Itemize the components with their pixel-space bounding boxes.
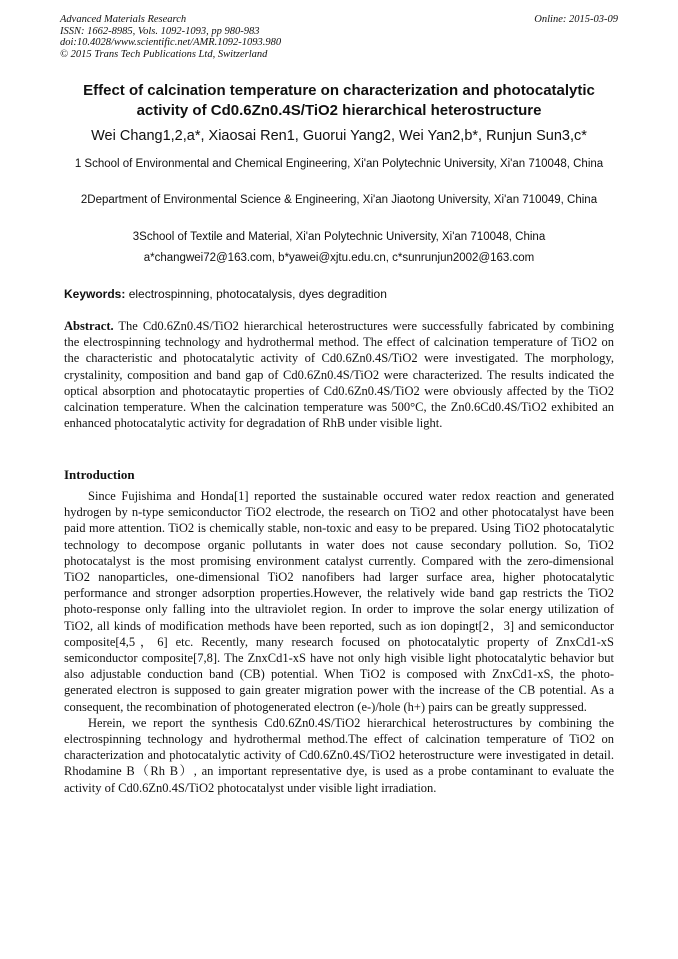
author-list: Wei Chang1,2,a*, Xiaosai Ren1, Guorui Yang2, Wei Yan2,b*, Runjun Sun3,c* xyxy=(91,128,587,144)
title-line-1: Effect of calcination temperature on characterization and photocatalytic xyxy=(83,82,595,99)
page-header xyxy=(60,14,618,60)
abstract xyxy=(64,318,614,431)
paper-title xyxy=(40,81,638,121)
author-emails: a*changwei72@163.com, b*yawei@xjtu.edu.cn, c*sunrunjun2002@163.com xyxy=(143,252,535,264)
journal-name: Advanced Materials Research xyxy=(60,14,187,25)
abstract-text: The Cd0.6Zn0.4S/TiO2 hierarchical heterostructures were successfully fabricated by combining the electrospinning technology and hydrothermal method. The effect of calcination temperature of TiO2 on the characteristic and photocatalytic activity of Cd0.6Zn0.4S/TiO2 were investigated. The morphology, crystalinity, composition and band gap of Cd0.6Zn0.4S/TiO2 were characterized. The results indicated the optical absorption and photocataytic properties of Cd0.6Zn0.4S/TiO2 were obviously affected by the TiO2 calcination temperature. When the calcination temperature was 500°C, the Zn0.6Cd0.4S/TiO2 exhibited an enhanced photocatalytic activity for degradation of RhB under visible light. xyxy=(64,319,614,431)
affiliation-1: 1 School of Environmental and Chemical Engineering, Xi'an Polytechnic University, Xi'an 710048, China xyxy=(74,158,604,170)
introduction-heading: Introduction xyxy=(64,467,135,482)
keywords-text: electrospinning, photocatalysis, dyes degradition xyxy=(128,287,387,301)
keywords-label: Keywords: xyxy=(64,287,126,301)
online-date: Online: 2015-03-09 xyxy=(534,14,618,25)
paragraph-1: Since Fujishima and Honda[1] reported the sustainable occured water redox reaction and generated hydrogen by n-type semiconductor TiO2 electrode, the research on TiO2 and other photocatalyst have been paid more attention. TiO2 is chemically stable, non-toxic and easy to be prepared. Using TiO2 photocatalytic technology to decompose organic pollutants in water does not cause secondary pollution. So, TiO2 photocatalyst is the most promising environment catalyst currently. Compared with the zero-dimensional TiO2 nanoparticles, one-dimensional TiO2 nanofibers had larger surface area, higher photocatalytic performance and stronger adsorption properties.However, the relatively wide band gap restricts the TiO2 photo-response only falling into the ultraviolet region. In order to improve the solar energy utilization of TiO2, all kinds of modification methods have been reported, such as ion dopingt[2，3] and semiconductor composite[4,5，6] etc. Recently, many research focused on photocatalytic property of ZnxCd1-xS semiconductor composite[7,8]. The ZnxCd1-xS have not only high visible light photocatalytic behavior but also adjustable conduction band (CB) potential. When TiO2 is composed with ZnxCd1-xS, the photo-generated electron is supposed to gain greater migration power with the increase of the CB potential. As a consequent, the recombination of photogenerated electron (e-)/hole (h+) pairs can be greatly suppressed. xyxy=(64,489,614,714)
introduction-body xyxy=(64,488,614,796)
title-line-2: activity of Cd0.6Zn0.4S/TiO2 hierarchical heterostructure xyxy=(136,102,542,119)
paragraph-2: Herein, we report the synthesis Cd0.6Zn0.4S/TiO2 hierarchical heterostructures by combining the electrospinning technology and hydrothermal method.The effect of calcination temperature of TiO2 on characterization and photocatalytic activity of Cd0.6Zn0.4S/TiO2 heterostructure were investigated in detail. Rhodamine B（Rh B）, an important representative dye, is used as a probe contaminant to evaluate the activity of Cd0.6Zn0.4S/TiO2 photocatalyst under visible light irradiation. xyxy=(64,715,614,795)
affiliation-3: 3School of Textile and Material, Xi'an Polytechnic University, Xi'an 710048, China xyxy=(132,231,546,243)
abstract-label: Abstract. xyxy=(64,319,114,333)
doi-line: doi:10.4028/www.scientific.net/AMR.1092-1093.980 xyxy=(60,37,282,48)
issn-line: ISSN: 1662-8985, Vols. 1092-1093, pp 980-983 xyxy=(60,25,260,37)
affiliation-2: 2Department of Environmental Science & Engineering, Xi'an Jiaotong University, Xi'an 710049, China xyxy=(80,194,598,206)
copyright-line: © 2015 Trans Tech Publications Ltd, Switzerland xyxy=(60,48,268,60)
keywords xyxy=(64,287,618,301)
